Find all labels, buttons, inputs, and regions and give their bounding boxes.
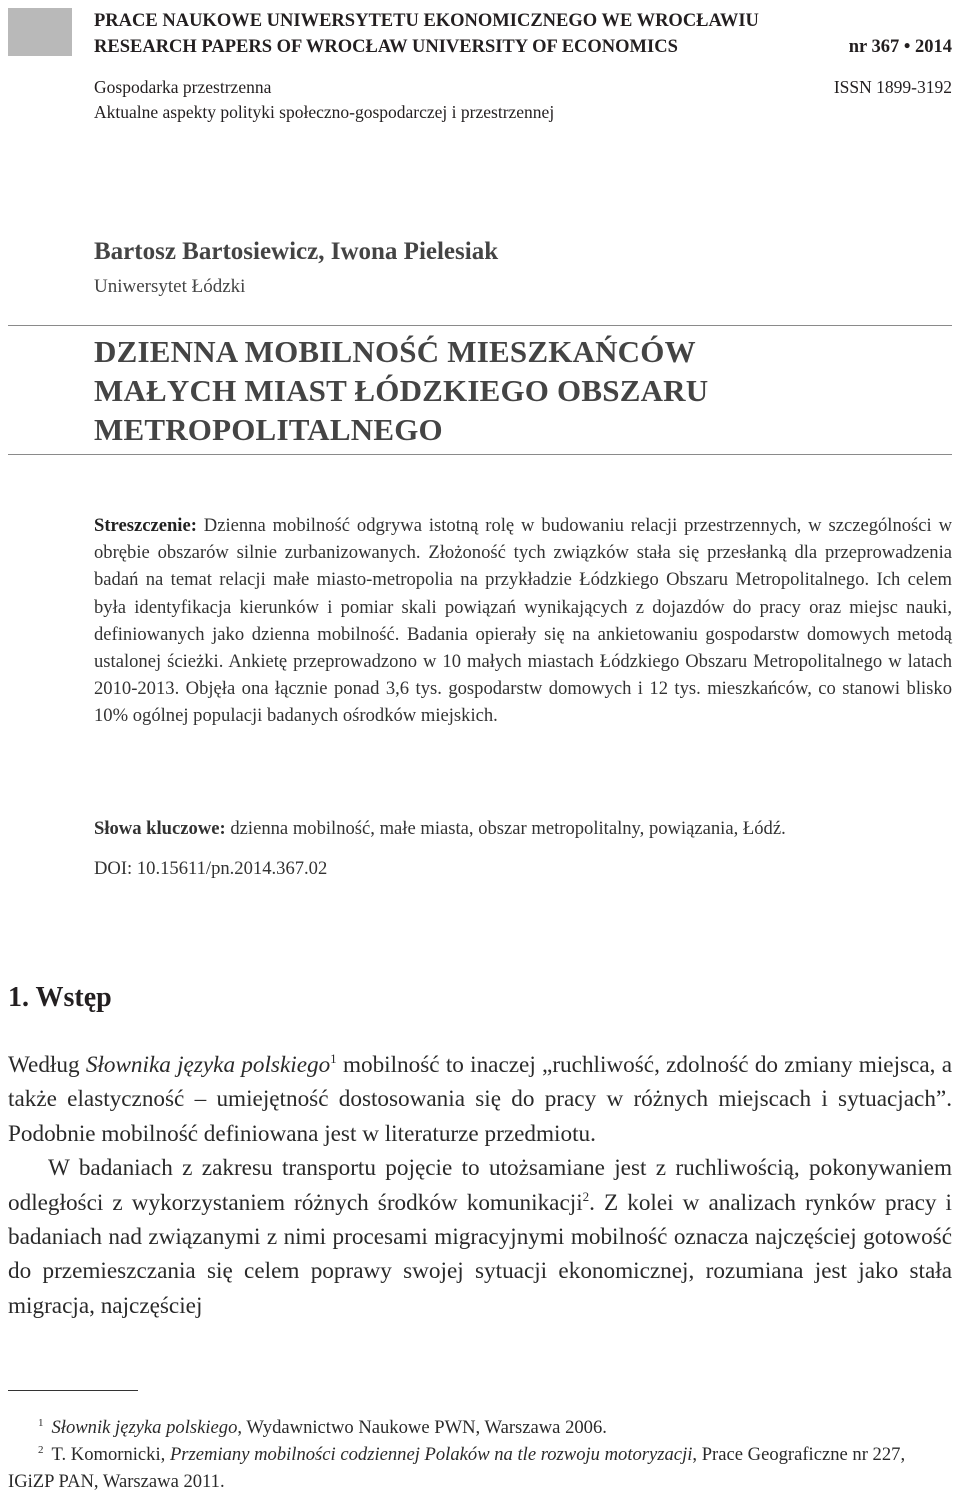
footnote-ref-2: 2: [582, 1188, 590, 1204]
footnote-2-author: T. Komornicki,: [51, 1444, 170, 1465]
journal-header: [94, 8, 952, 60]
title-rule-bottom: [8, 454, 952, 455]
journal-issue: nr 367 • 2014: [848, 37, 952, 57]
journal-name-en-row: [94, 34, 952, 60]
footnote-1: [8, 1414, 952, 1441]
footnote-1-text: , Wydawnictwo Naukowe PWN, Warszawa 2006.: [237, 1417, 607, 1438]
doi: DOI: 10.15611/pn.2014.367.02: [94, 858, 328, 879]
title-line-2: MAŁYCH MIAST ŁÓDZKIEGO OBSZARU: [94, 373, 709, 408]
series-subtitle: Aktualne aspekty polityki społeczno-gospodarczej i przestrzennej: [94, 102, 555, 122]
p1-emphasis: Słownika języka polskiego: [85, 1052, 331, 1078]
title-line-3: METROPOLITALNEGO: [94, 412, 443, 447]
series-title: Gospodarka przestrzenna: [94, 77, 272, 97]
abstract-text: Dzienna mobilność odgrywa istotną rolę w budowaniu relacji przestrzennych, w szczególności w obrębie obszarów silnie zurbanizowanych. Złożoność tych związków stała się przesłanką dla przeprowadzenia badań na temat relacji małe miasto-metropolia na przykładzie Łódzkiego Obszaru Metropolitalnego. Ich celem była identyfikacja kierunków i pomiar skali powiązań wynikających z dojazdów do pracy oraz miejsc nauki, definiowanych jako dzienna mobilność. Badania opierały się na ankietowaniu gospodarstw domowych metodą ustalonej ścieżki. Ankietę przeprowadzono w 10 małych miastach Łódzkiego Obszaru Metropolitalnego w latach 2010-2013. Objęła ona łącznie ponad 3,6 tys. gospodarstw domowych i 12 tys. mieszkańców, co stanowi blisko 10% ogólnej populacji badanych ośrodków miejskich.: [94, 515, 952, 727]
section-heading: 1. Wstęp: [8, 982, 112, 1013]
abstract: [94, 512, 952, 730]
keywords-text: dzienna mobilność, małe miasta, obszar metropolitalny, powiązania, Łódź.: [225, 818, 786, 839]
issn: ISSN 1899-3192: [833, 77, 952, 97]
p2-text-a: W badaniach z zakresu transportu pojęcie to utożsamiane jest z ruchliwością, pokonywaniem odległości z wykorzystaniem różnych środków komunikacji: [8, 1155, 952, 1216]
footnotes: [8, 1414, 952, 1495]
footnote-2: [8, 1441, 952, 1495]
paragraph-1: [8, 1048, 952, 1151]
footnote-2-title: Przemiany mobilności codziennej Polaków na tle rozwoju motoryzacji: [169, 1444, 693, 1465]
footnote-rule: [8, 1390, 138, 1391]
p1-text-a: Według: [8, 1052, 86, 1078]
footnote-1-title: Słownik języka polskiego: [51, 1417, 238, 1438]
keywords-label: Słowa kluczowe:: [94, 818, 226, 839]
paragraph-2: [8, 1151, 952, 1323]
header-gray-box: [8, 8, 72, 56]
footnote-1-number: 1: [38, 1417, 44, 1429]
affiliation: Uniwersytet Łódzki: [94, 276, 246, 297]
authors: Bartosz Bartosiewicz, Iwona Pielesiak: [94, 238, 499, 265]
keywords: [94, 815, 952, 842]
p2-text-b: . Z kolei w analizach rynków pracy i badaniach nad związanymi z nimi procesami migracyjnymi mobilność oznacza najczęściej gotowość do przemieszczania się celem poprawy swojej sytuacji ekonomicznej, rozumiana jest jako stała migracja, najczęściej: [8, 1189, 952, 1319]
journal-name-en: RESEARCH PAPERS OF WROCŁAW UNIVERSITY OF ECONOMICS: [94, 37, 678, 57]
body-text: [8, 1048, 952, 1323]
article-title: [94, 332, 708, 449]
footnote-ref-1: 1: [330, 1051, 337, 1066]
footnote-2-number: 2: [38, 1444, 44, 1456]
series-info: [94, 75, 952, 125]
title-rule-top: [8, 325, 952, 326]
footnote-2-text: , Prace Geograficzne nr 227, IGiZP PAN, Warszawa 2011.: [8, 1444, 906, 1492]
series-row: [94, 75, 952, 100]
p1-text-b: mobilność to inaczej „ruchliwość, zdolność do zmiany miejsca, a także elastyczność – umiejętność dostosowania się do pracy w różnych miejscach i sytuacjach”. Podobnie mobilność definiowana jest w literaturze przedmiotu.: [8, 1052, 952, 1147]
journal-name-pl: PRACE NAUKOWE UNIWERSYTETU EKONOMICZNEGO WE WROCŁAWIU: [94, 11, 759, 31]
abstract-label: Streszczenie:: [94, 515, 197, 536]
title-line-1: DZIENNA MOBILNOŚĆ MIESZKAŃCÓW: [94, 334, 696, 369]
